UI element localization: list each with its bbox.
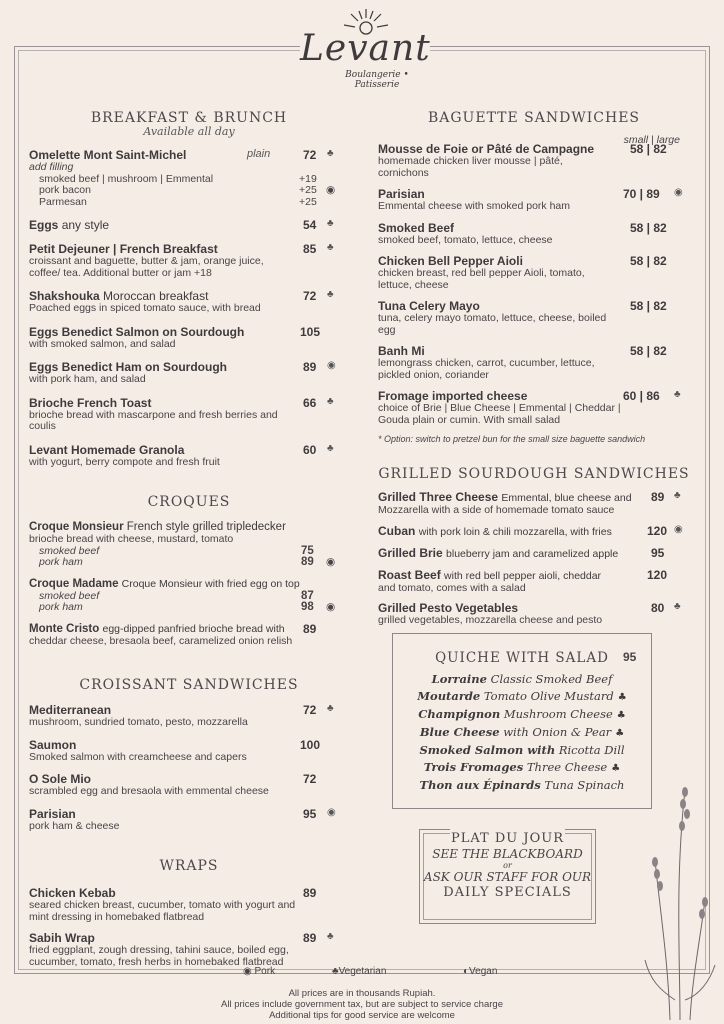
leaf-icon: ♣ — [327, 148, 334, 159]
leaf-icon: ♣ — [327, 442, 334, 454]
item-inline-desc: blueberry jam and caramelized apple — [446, 547, 619, 560]
item-name: Chicken Kebab — [29, 886, 116, 900]
item-price: 72 — [303, 148, 317, 162]
item-price: 72 — [303, 772, 317, 786]
item-desc: grilled vegetables, mozzarella cheese and pesto — [378, 614, 603, 626]
legend-pork: ◉ Pork — [243, 966, 276, 977]
item-price: 58 | 82 — [630, 220, 667, 235]
menu-item — [29, 931, 349, 968]
item-price: 95 — [303, 806, 317, 821]
pig-icon: ◉ — [674, 523, 683, 535]
item-price: 58 | 82 — [630, 299, 667, 313]
item-price: 58 | 82 — [630, 142, 667, 156]
menu-item-eggs: Eggs any style 54 ♣ — [29, 218, 334, 232]
leaf-icon: ♣ — [327, 395, 334, 407]
menu-item — [378, 490, 690, 517]
quiche-desc: Ricotta Dill — [558, 743, 625, 757]
quiche-item — [393, 671, 651, 688]
quiche-item — [393, 724, 651, 742]
item-name-bold: Cuban — [378, 523, 416, 538]
menu-item-benedict-salmon: Eggs Benedict Salmon on Sourdough 105 with smoked salmon, and salad — [29, 324, 321, 350]
item-name — [378, 568, 638, 583]
item-desc: tuna, celery mayo tomato, lettuce, cheese, boiled egg — [378, 312, 607, 336]
item-price: 58 | 82 — [630, 254, 667, 268]
quiche-desc: with Onion & Pear — [503, 725, 612, 739]
brand-name: Levant — [300, 28, 431, 69]
item-name-bold: Grilled Brie — [378, 545, 443, 560]
item-price: 89 — [651, 490, 665, 504]
item-desc: choice of Brie | Blue Cheese | Emmental | Cheddar | Gouda plain or cumin. With small salad — [378, 402, 621, 426]
menu-item — [29, 738, 349, 764]
item-name: Mediterranean — [29, 703, 112, 717]
item-desc: Mozzarella with a side of homemade tomato sauce — [378, 504, 615, 516]
item-desc: chicken breast, red bell pepper Aioli, tomato, lettuce, cheese — [378, 267, 585, 291]
item-price: 60 — [303, 442, 317, 457]
item-inline-desc: with pork loin & chili mozzarella, with fries — [418, 525, 612, 538]
item-desc: scrambled egg and bresaola with emmental cheese — [29, 785, 269, 797]
sourdough-title: GRILLED SOURDOUGH SANDWICHES — [378, 466, 690, 482]
pig-icon: ◉ — [326, 601, 336, 613]
croissant-title: CROISSANT SANDWICHES — [79, 677, 299, 693]
item-variant: plain — [247, 148, 271, 160]
item-desc: Emmental cheese with smoked pork ham — [378, 200, 570, 212]
item-name: Smoked Beef — [378, 220, 455, 235]
item-name: Chicken Bell Pepper Aioli — [378, 254, 523, 268]
brand-logo — [300, 6, 431, 90]
menu-item-brioche: Brioche French Toast 66 ♣ brioche bread with mascarpone and fresh berries and coulis — [29, 395, 334, 432]
menu-item-omelette — [29, 148, 349, 208]
menu-item — [378, 221, 690, 247]
item-price: 58 | 82 — [630, 344, 667, 358]
left-column — [29, 110, 349, 968]
menu-item — [378, 254, 690, 291]
footer-line3: Additional tips for good service are welcome — [269, 1010, 455, 1021]
plat-line1: SEE THE BLACKBOARD — [432, 847, 583, 861]
item-price: 89 — [303, 886, 317, 900]
item-name: Parisian — [378, 187, 425, 201]
menu-item-monte-cristo: Monte Cristo egg-dipped panfried brioche bread with 89 cheddar cheese, bresaola beef, caramelized onion relish — [29, 621, 317, 647]
leaf-icon: ♣ — [327, 703, 334, 714]
item-price: 60 | 86 — [623, 389, 660, 403]
item-price: 54 — [303, 218, 317, 232]
leaf-icon: ♣ — [615, 728, 625, 739]
menu-item-benedict-ham: Eggs Benedict Ham on Sourdough 89 ◉ with pork ham, and salad — [29, 360, 336, 385]
menu-item-croque-monsieur: Croque Monsieur French style grilled tripledecker brioche bread with cheese, mustard, tomato smoked beef 75 pork ham 89 ◉ — [29, 520, 349, 569]
item-name-bold: Roast Beef — [378, 567, 441, 582]
item-price: 120 — [647, 567, 668, 582]
item-name-bold: Grilled Pesto Vegetables — [378, 601, 519, 615]
croissant-list — [29, 703, 349, 832]
quiche-name: Smoked Salmon with — [419, 743, 556, 757]
plat-line3: DAILY SPECIALS — [443, 885, 572, 900]
quiche-title: QUICHE WITH SALAD — [435, 650, 609, 666]
baguette-title: BAGUETTE SANDWICHES — [427, 110, 641, 126]
item-name: Tuna Celery Mayo — [378, 299, 480, 313]
sourdough-list — [378, 490, 690, 627]
option-row: smoked beef 75 — [39, 544, 314, 557]
footer-line2: All prices include government tax, but are subject to service charge — [221, 999, 503, 1010]
breakfast-subtitle: Available all day — [143, 125, 235, 138]
quiche-desc: Tuna Spinach — [544, 778, 625, 792]
leaf-icon: ♣ — [616, 710, 626, 721]
wraps-title: WRAPS — [159, 858, 219, 874]
quiche-item — [393, 706, 651, 724]
menu-item — [378, 142, 690, 179]
quiche-price: 95 — [623, 650, 637, 664]
leaf-icon: ♣ — [617, 692, 627, 703]
pig-icon: ◉ — [326, 556, 336, 568]
leaf-icon: ♣ — [327, 218, 334, 229]
plat-title: PLAT DU JOUR — [451, 831, 564, 846]
menu-item — [29, 886, 349, 923]
leaf-icon: ♣ — [611, 763, 621, 774]
plat-or: or — [503, 861, 512, 870]
leaf-icon: ♣ — [674, 490, 681, 501]
menu-item-granola: Levant Homemade Granola 60 ♣ with yogurt, berry compote and fresh fruit — [29, 442, 334, 468]
item-name: Omelette Mont Saint-Michel — [29, 148, 187, 162]
item-price: 100 — [300, 737, 321, 752]
item-name: Sabih Wrap — [29, 931, 95, 945]
size-header: small | large — [623, 134, 680, 146]
menu-item — [378, 187, 690, 213]
item-name: Banh Mi — [378, 344, 425, 358]
item-price: 70 | 89 — [623, 187, 660, 201]
item-desc: Smoked salmon with creamcheese and capers — [29, 750, 247, 763]
item-price: 89 — [303, 931, 317, 945]
item-price: 89 — [303, 360, 317, 374]
item-name: Fromage imported cheese — [378, 389, 528, 403]
breakfast-title: BREAKFAST & BRUNCH — [90, 110, 288, 126]
quiche-desc: Tomato Olive Mustard — [483, 689, 614, 703]
quiche-name: Lorraine — [431, 672, 487, 686]
quiche-name: Blue Cheese — [419, 725, 500, 739]
option-row: pork ham 98 ◉ — [39, 601, 336, 613]
menu-item — [378, 601, 690, 627]
item-price: 120 — [647, 523, 668, 538]
quiche-box — [392, 633, 652, 809]
filling-row: Parmesan +25 — [39, 195, 317, 208]
brand-tagline: Boulangerie • Patisserie — [345, 70, 409, 90]
leaf-icon: ♣ — [327, 931, 334, 942]
menu-item — [378, 568, 690, 595]
quiche-list — [393, 671, 651, 794]
plat-du-jour-box — [419, 829, 596, 924]
footer-line1: All prices are in thousands Rupiah. — [288, 988, 436, 999]
baguette-note: * Option: switch to pretzel bun for the small size baguette sandwich — [378, 434, 646, 444]
leaf-icon: ♣ — [327, 242, 334, 253]
menu-item-petit-dejeuner: Petit Dejeuner | French Breakfast 85 ♣ croissant and baguette, butter & jam, orange juice, coffee/ tea. Additional butter or jam +18 — [29, 242, 334, 279]
quiche-name: Thon aux Épinards — [419, 778, 541, 792]
pig-icon: ◉ — [243, 966, 252, 977]
wraps-list — [29, 886, 349, 968]
item-price: 105 — [300, 324, 321, 339]
item-desc: seared chicken breast, cucumber, tomato with yogurt and mint dressing in homebaked flatbread — [29, 899, 296, 923]
footer — [0, 988, 724, 1021]
pig-icon: ◉ — [674, 187, 683, 198]
pig-icon: ◉ — [327, 360, 336, 371]
quiche-item — [393, 777, 651, 794]
item-name — [378, 524, 638, 539]
item-name: Mousse de Foie or Pâté de Campagne — [378, 142, 595, 156]
quiche-desc: Classic Smoked Beef — [490, 672, 613, 686]
item-desc: mushroom, sundried tomato, pesto, mozzarella — [29, 716, 248, 728]
quiche-desc: Three Cheese — [526, 760, 608, 774]
leaf-icon: ♣ — [674, 601, 681, 612]
legend-vegetarian: ♣Vegetarian — [332, 966, 387, 977]
item-inline-desc: Emmental, blue cheese and — [501, 492, 632, 504]
item-desc: homemade chicken liver mousse | pâté, cornichons — [378, 155, 563, 179]
right-column — [378, 110, 690, 627]
item-name: O Sole Mio — [29, 772, 92, 786]
item-desc: pork ham & cheese — [29, 819, 120, 832]
item-price: 80 — [651, 601, 665, 615]
menu-item-croque-madame: Croque Madame Croque Monsieur with fried egg on top smoked beef 87 pork ham 98 ◉ — [29, 577, 349, 614]
menu-item-shakshouka: Shakshouka Moroccan breakfast 72 ♣ Poached eggs in spiced tomato sauce, with bread — [29, 289, 334, 314]
menu-item — [378, 524, 690, 539]
lavender-illustration — [640, 760, 720, 1020]
item-name — [378, 601, 638, 615]
leaf-icon: ♣ — [332, 966, 339, 977]
quiche-item — [393, 688, 651, 706]
item-price: 85 — [303, 242, 317, 256]
leaf-icon: ♣ — [327, 289, 334, 300]
item-desc: fried eggplant, zough dressing, tahini sauce, boiled egg, cucumber, tomato, fresh herbs in homebaked flatbread — [29, 944, 289, 968]
vegan-icon: ◐ — [463, 966, 470, 977]
item-price: 72 — [303, 289, 317, 303]
item-name — [378, 546, 638, 561]
baguette-list — [378, 142, 690, 426]
croques-title: CROQUES — [147, 494, 231, 510]
menu-item — [378, 299, 690, 336]
pig-icon: ◉ — [327, 806, 336, 818]
pig-icon: ◉ — [326, 184, 336, 196]
quiche-name: Moutarde — [417, 689, 481, 703]
legend-vegan: ◐Vegan — [463, 966, 498, 977]
item-name-bold: Grilled Three Cheese — [378, 490, 499, 504]
menu-item — [29, 772, 349, 798]
item-inline-desc: with red bell pepper aioli, cheddar — [444, 569, 602, 582]
item-price: 95 — [651, 545, 665, 560]
plat-line2: ASK OUR STAFF FOR OUR — [423, 870, 592, 884]
item-desc: and tomato, comes with a salad — [378, 581, 526, 594]
item-price: 89 — [303, 621, 317, 636]
menu-item — [378, 546, 690, 561]
item-name: Parisian — [29, 806, 76, 821]
item-name: Saumon — [29, 737, 77, 752]
item-name — [378, 490, 638, 505]
item-desc: lemongrass chicken, carrot, cucumber, lettuce, pickled onion, coriander — [378, 357, 595, 381]
quiche-item — [393, 742, 651, 759]
add-filling-label: add filling — [29, 161, 74, 173]
quiche-name: Trois Fromages — [423, 760, 524, 774]
quiche-item — [393, 759, 651, 777]
menu-item — [378, 344, 690, 381]
filling-row: pork bacon +25 ◉ — [39, 184, 336, 196]
filling-row: smoked beef | mushroom | Emmental +19 — [39, 172, 317, 185]
item-desc: smoked beef, tomato, lettuce, cheese — [378, 233, 553, 246]
quiche-desc: Mushroom Cheese — [503, 707, 613, 721]
item-price: 72 — [303, 703, 317, 717]
item-price: 66 — [303, 395, 317, 410]
leaf-icon: ♣ — [674, 389, 681, 400]
quiche-name: Champignon — [418, 707, 501, 721]
option-row: pork ham 89 ◉ — [39, 556, 336, 568]
menu-item — [378, 389, 690, 426]
menu-item — [29, 703, 349, 729]
option-row: smoked beef 87 — [39, 589, 314, 602]
menu-item — [29, 807, 349, 833]
